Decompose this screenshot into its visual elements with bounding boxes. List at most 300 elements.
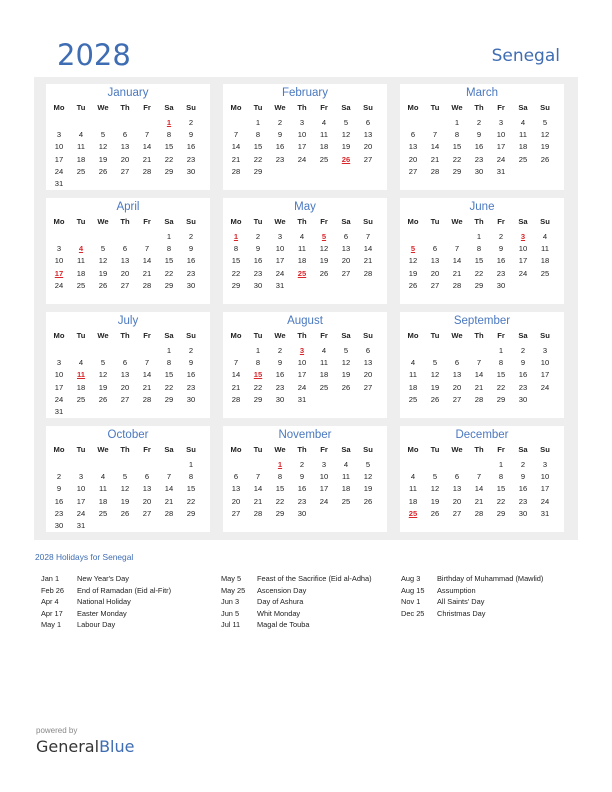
day-cell: 17 bbox=[319, 484, 329, 494]
weekday-label: Fr bbox=[320, 331, 328, 340]
weekday-label: We bbox=[451, 217, 463, 226]
day-cell: 19 bbox=[430, 496, 440, 506]
day-cell: 15 bbox=[474, 256, 484, 266]
weekday-header bbox=[46, 331, 210, 344]
day-cell: 9 bbox=[520, 358, 526, 368]
day-cell: 7 bbox=[144, 244, 150, 254]
day-cell: 1 bbox=[255, 118, 261, 127]
day-cell: 6 bbox=[122, 244, 128, 254]
day-cell: 1 bbox=[476, 232, 482, 241]
day-cell: 22 bbox=[496, 496, 506, 506]
day-cell: 2 bbox=[299, 460, 305, 469]
holiday-name: New Year's Day bbox=[77, 574, 129, 583]
day-cell: 12 bbox=[408, 256, 418, 266]
weekday-header bbox=[400, 217, 564, 230]
months-grid bbox=[34, 77, 578, 540]
day-cell: 18 bbox=[76, 382, 86, 392]
weekday-label: Fr bbox=[320, 103, 328, 112]
day-cell: 5 bbox=[365, 460, 371, 469]
month-may bbox=[223, 198, 387, 304]
month-august bbox=[223, 312, 387, 418]
day-cell: 1 bbox=[498, 460, 504, 469]
day-cell: 11 bbox=[342, 472, 350, 482]
day-cell: 24 bbox=[54, 394, 64, 404]
day-cell: 4 bbox=[100, 472, 106, 482]
day-cell: 15 bbox=[452, 142, 462, 152]
weekday-label: Sa bbox=[518, 217, 528, 226]
day-cell: 9 bbox=[277, 358, 283, 368]
country-name: Senegal bbox=[491, 46, 560, 66]
day-cell: 16 bbox=[186, 370, 196, 380]
weekday-label: Su bbox=[540, 217, 550, 226]
day-cell: 9 bbox=[520, 472, 526, 482]
holiday-name: Christmas Day bbox=[437, 608, 486, 618]
day-cell: 12 bbox=[98, 142, 108, 152]
weekday-label: Tu bbox=[430, 217, 440, 226]
weekday-label: Mo bbox=[407, 103, 419, 112]
weekday-label: Sa bbox=[341, 103, 351, 112]
day-cell: 19 bbox=[341, 370, 351, 380]
day-cell: 20 bbox=[120, 268, 130, 278]
weekday-label: Fr bbox=[143, 331, 151, 340]
weekday-label: Su bbox=[363, 217, 373, 226]
day-cell: 1 bbox=[166, 346, 172, 355]
day-cell: 5 bbox=[100, 244, 106, 254]
day-cell: 31 bbox=[540, 508, 550, 518]
day-cell: 28 bbox=[430, 166, 440, 176]
day-cell: 17 bbox=[540, 484, 550, 494]
day-cell: 31 bbox=[54, 407, 64, 416]
day-cell: 16 bbox=[54, 496, 64, 506]
month-title: February bbox=[281, 87, 329, 99]
weekday-label: Fr bbox=[320, 445, 328, 454]
day-cell: 31 bbox=[297, 394, 307, 404]
day-cell: 22 bbox=[474, 268, 484, 278]
day-cell: 6 bbox=[454, 472, 460, 482]
month-january bbox=[46, 84, 210, 190]
holiday-date: Aug 15 bbox=[401, 585, 425, 595]
weekday-header bbox=[46, 217, 210, 230]
day-cell: 24 bbox=[275, 268, 285, 278]
weekday-label: Mo bbox=[407, 445, 419, 454]
day-cell: 12 bbox=[98, 370, 108, 380]
day-cell: 5 bbox=[432, 358, 438, 368]
holiday-day-cell: 1 bbox=[166, 118, 172, 127]
day-cell: 9 bbox=[188, 358, 194, 368]
day-cell: 29 bbox=[496, 394, 506, 404]
weekday-label: Th bbox=[120, 445, 130, 454]
day-cell: 17 bbox=[540, 370, 550, 380]
day-cell: 7 bbox=[233, 358, 239, 368]
weekday-header bbox=[223, 331, 387, 344]
day-cell: 25 bbox=[341, 496, 351, 506]
weekday-header bbox=[46, 103, 210, 116]
day-cell: 24 bbox=[540, 496, 550, 506]
day-cell: 11 bbox=[519, 130, 527, 140]
day-cell: 31 bbox=[76, 521, 86, 530]
day-cell: 11 bbox=[77, 256, 85, 266]
holiday-name: Birthday of Muhammad (Mawlid) bbox=[437, 574, 544, 583]
weekday-label: Tu bbox=[253, 217, 263, 226]
weekday-label: We bbox=[451, 331, 463, 340]
day-cell: 20 bbox=[120, 382, 130, 392]
weekday-label: Tu bbox=[253, 331, 263, 340]
day-cell: 23 bbox=[253, 268, 263, 278]
weekday-label: Th bbox=[297, 445, 307, 454]
day-cell: 30 bbox=[518, 508, 528, 518]
weekday-header bbox=[223, 217, 387, 230]
day-cell: 5 bbox=[542, 118, 548, 127]
day-cell: 20 bbox=[452, 496, 462, 506]
day-cell: 6 bbox=[454, 358, 460, 368]
day-cell: 30 bbox=[186, 166, 196, 176]
weekday-label: We bbox=[274, 331, 286, 340]
day-cell: 22 bbox=[231, 268, 241, 278]
weekday-header bbox=[223, 445, 387, 458]
day-cell: 9 bbox=[277, 130, 283, 140]
month-march bbox=[400, 84, 564, 190]
day-cell: 7 bbox=[432, 130, 438, 140]
day-cell: 17 bbox=[54, 382, 64, 392]
day-cell: 18 bbox=[408, 382, 418, 392]
day-cell: 29 bbox=[231, 280, 241, 290]
holiday-day-cell: 5 bbox=[321, 232, 327, 241]
day-cell: 15 bbox=[496, 484, 506, 494]
holiday-date: May 1 bbox=[41, 620, 62, 629]
weekday-label: We bbox=[274, 103, 286, 112]
day-cell: 6 bbox=[343, 232, 349, 241]
day-cell: 16 bbox=[496, 256, 506, 266]
day-cell: 29 bbox=[496, 508, 506, 518]
day-cell: 8 bbox=[454, 130, 460, 140]
day-cell: 10 bbox=[275, 244, 285, 254]
day-cell: 18 bbox=[98, 496, 108, 506]
day-cell: 11 bbox=[298, 244, 306, 254]
holiday-name: Day of Ashura bbox=[257, 597, 304, 606]
day-cell: 3 bbox=[299, 118, 305, 127]
day-cell: 16 bbox=[297, 484, 307, 494]
holiday-date: Aug 3 bbox=[401, 574, 421, 583]
day-cell: 17 bbox=[297, 370, 307, 380]
day-cell: 1 bbox=[188, 460, 194, 469]
month-october bbox=[46, 426, 210, 532]
day-cell: 9 bbox=[255, 244, 261, 254]
day-cell: 18 bbox=[540, 256, 550, 266]
day-cell: 14 bbox=[363, 244, 373, 254]
day-cell: 30 bbox=[186, 394, 196, 404]
holidays-list-title: 2028 Holidays for Senegal bbox=[35, 552, 134, 562]
day-cell: 26 bbox=[430, 394, 440, 404]
day-cell: 1 bbox=[454, 118, 460, 127]
weekday-label: Mo bbox=[230, 217, 242, 226]
day-cell: 7 bbox=[365, 232, 371, 241]
day-cell: 27 bbox=[363, 382, 373, 392]
day-cell: 30 bbox=[297, 508, 307, 518]
weekday-label: Th bbox=[297, 103, 307, 112]
weekday-label: Fr bbox=[497, 445, 505, 454]
day-cell: 3 bbox=[498, 118, 504, 127]
month-title: January bbox=[107, 87, 149, 99]
day-cell: 24 bbox=[518, 268, 528, 278]
day-cell: 11 bbox=[320, 130, 328, 140]
day-cell: 2 bbox=[520, 346, 526, 355]
holiday-name: Ascension Day bbox=[257, 585, 307, 595]
weekday-label: Tu bbox=[430, 445, 440, 454]
day-cell: 25 bbox=[76, 394, 86, 404]
holiday-date: Jul 11 bbox=[221, 620, 241, 629]
day-cell: 22 bbox=[275, 496, 285, 506]
weekday-label: Mo bbox=[230, 103, 242, 112]
month-title: July bbox=[117, 315, 139, 327]
day-cell: 27 bbox=[341, 268, 351, 278]
day-cell: 21 bbox=[474, 382, 484, 392]
day-cell: 27 bbox=[120, 166, 130, 176]
day-cell: 25 bbox=[76, 166, 86, 176]
day-cell: 21 bbox=[164, 496, 174, 506]
day-cell: 3 bbox=[321, 460, 327, 469]
day-cell: 29 bbox=[164, 394, 174, 404]
weekday-label: Sa bbox=[164, 445, 174, 454]
day-cell: 2 bbox=[476, 118, 482, 127]
day-cell: 16 bbox=[518, 370, 528, 380]
month-june bbox=[400, 198, 564, 304]
holiday-date: Jun 5 bbox=[221, 608, 240, 618]
weekday-label: We bbox=[97, 217, 109, 226]
holiday-day-cell: 3 bbox=[520, 232, 526, 241]
day-cell: 25 bbox=[408, 394, 418, 404]
day-cell: 6 bbox=[432, 244, 438, 254]
holiday-name: End of Ramadan (Eid al-Fitr) bbox=[77, 585, 172, 595]
day-cell: 13 bbox=[120, 256, 130, 266]
day-cell: 15 bbox=[496, 370, 506, 380]
month-title: November bbox=[278, 429, 332, 441]
weekday-label: Sa bbox=[518, 445, 528, 454]
day-cell: 26 bbox=[98, 280, 108, 290]
day-cell: 12 bbox=[540, 130, 550, 140]
weekday-label: Sa bbox=[164, 103, 174, 112]
holiday-day-cell: 11 bbox=[76, 370, 86, 380]
day-cell: 24 bbox=[319, 496, 329, 506]
day-cell: 6 bbox=[365, 118, 371, 127]
weekday-label: Fr bbox=[143, 445, 151, 454]
day-cell: 13 bbox=[341, 244, 351, 254]
day-cell: 2 bbox=[520, 460, 526, 469]
day-cell: 2 bbox=[188, 232, 194, 241]
brand-part-general: General bbox=[36, 737, 100, 756]
holiday-day-cell: 1 bbox=[277, 460, 283, 469]
day-cell: 18 bbox=[319, 370, 329, 380]
weekday-label: Su bbox=[363, 331, 373, 340]
day-cell: 10 bbox=[76, 484, 86, 494]
weekday-label: Su bbox=[186, 103, 196, 112]
holiday-day-cell: 1 bbox=[233, 232, 239, 241]
weekday-label: Th bbox=[120, 331, 130, 340]
day-cell: 27 bbox=[452, 508, 462, 518]
day-cell: 10 bbox=[297, 130, 307, 140]
holiday-date: Apr 17 bbox=[41, 608, 63, 618]
day-cell: 5 bbox=[100, 358, 106, 368]
day-cell: 2 bbox=[498, 232, 504, 241]
weekday-label: Sa bbox=[518, 103, 528, 112]
day-cell: 13 bbox=[120, 370, 130, 380]
month-title: August bbox=[287, 315, 323, 327]
day-cell: 23 bbox=[518, 496, 528, 506]
month-november bbox=[223, 426, 387, 532]
day-cell: 30 bbox=[253, 280, 263, 290]
day-cell: 13 bbox=[231, 484, 241, 494]
day-cell: 23 bbox=[186, 268, 196, 278]
day-cell: 14 bbox=[142, 370, 152, 380]
weekday-label: Th bbox=[297, 331, 307, 340]
day-cell: 14 bbox=[452, 256, 462, 266]
day-cell: 21 bbox=[363, 256, 373, 266]
day-cell: 26 bbox=[341, 382, 351, 392]
weekday-label: Th bbox=[120, 103, 130, 112]
day-cell: 28 bbox=[142, 394, 152, 404]
day-cell: 9 bbox=[476, 130, 482, 140]
day-cell: 15 bbox=[164, 370, 174, 380]
weekday-header bbox=[400, 103, 564, 116]
day-cell: 14 bbox=[231, 142, 241, 152]
day-cell: 19 bbox=[98, 268, 108, 278]
holiday-name: Whit Monday bbox=[257, 608, 301, 618]
day-cell: 26 bbox=[319, 268, 329, 278]
holiday-date: Dec 25 bbox=[401, 608, 425, 618]
day-cell: 16 bbox=[186, 256, 196, 266]
day-cell: 29 bbox=[474, 280, 484, 290]
day-cell: 15 bbox=[186, 484, 196, 494]
day-cell: 20 bbox=[408, 154, 418, 164]
holiday-name: Feast of the Sacrifice (Eid al-Adha) bbox=[257, 574, 372, 583]
day-cell: 7 bbox=[476, 358, 482, 368]
day-cell: 11 bbox=[77, 142, 85, 152]
day-cell: 19 bbox=[120, 496, 130, 506]
day-cell: 9 bbox=[188, 130, 194, 140]
weekday-label: Fr bbox=[497, 103, 505, 112]
day-cell: 15 bbox=[164, 142, 174, 152]
day-cell: 17 bbox=[297, 142, 307, 152]
day-cell: 16 bbox=[518, 484, 528, 494]
weekday-label: Su bbox=[186, 217, 196, 226]
day-cell: 8 bbox=[255, 130, 261, 140]
day-cell: 19 bbox=[98, 382, 108, 392]
day-cell: 3 bbox=[56, 244, 62, 254]
day-cell: 18 bbox=[518, 142, 528, 152]
day-cell: 13 bbox=[430, 256, 440, 266]
month-july bbox=[46, 312, 210, 418]
day-cell: 6 bbox=[365, 346, 371, 355]
day-cell: 12 bbox=[341, 358, 351, 368]
weekday-label: Sa bbox=[341, 331, 351, 340]
day-cell: 12 bbox=[341, 130, 351, 140]
day-cell: 26 bbox=[98, 394, 108, 404]
month-title: March bbox=[466, 87, 498, 99]
day-cell: 8 bbox=[166, 244, 172, 254]
day-cell: 14 bbox=[164, 484, 174, 494]
day-cell: 11 bbox=[409, 484, 417, 494]
day-cell: 24 bbox=[540, 382, 550, 392]
brand-part-blue: Blue bbox=[99, 737, 135, 756]
day-cell: 18 bbox=[319, 142, 329, 152]
day-cell: 22 bbox=[253, 154, 263, 164]
day-cell: 29 bbox=[186, 508, 196, 518]
weekday-label: Fr bbox=[143, 217, 151, 226]
weekday-label: Su bbox=[540, 103, 550, 112]
day-cell: 13 bbox=[142, 484, 152, 494]
day-cell: 14 bbox=[430, 142, 440, 152]
day-cell: 31 bbox=[496, 166, 506, 176]
day-cell: 14 bbox=[474, 370, 484, 380]
weekday-label: Sa bbox=[164, 217, 174, 226]
day-cell: 24 bbox=[54, 280, 64, 290]
day-cell: 19 bbox=[341, 142, 351, 152]
weekday-label: Tu bbox=[253, 445, 263, 454]
weekday-label: Tu bbox=[430, 103, 440, 112]
day-cell: 14 bbox=[474, 484, 484, 494]
day-cell: 1 bbox=[255, 346, 261, 355]
holiday-date: Apr 4 bbox=[41, 597, 59, 606]
day-cell: 2 bbox=[277, 118, 283, 127]
weekday-label: Fr bbox=[320, 217, 328, 226]
day-cell: 21 bbox=[142, 382, 152, 392]
weekday-label: Su bbox=[540, 331, 550, 340]
holiday-name: National Holiday bbox=[77, 597, 131, 606]
day-cell: 15 bbox=[253, 142, 263, 152]
day-cell: 14 bbox=[253, 484, 263, 494]
holiday-date: Feb 26 bbox=[41, 585, 65, 595]
day-cell: 19 bbox=[98, 154, 108, 164]
day-cell: 22 bbox=[253, 382, 263, 392]
day-cell: 11 bbox=[541, 244, 549, 254]
day-cell: 4 bbox=[542, 232, 548, 241]
day-cell: 10 bbox=[496, 130, 506, 140]
weekday-label: Mo bbox=[230, 445, 242, 454]
day-cell: 25 bbox=[540, 268, 550, 278]
month-title: April bbox=[116, 201, 140, 213]
day-cell: 4 bbox=[321, 346, 327, 355]
holiday-date: Jun 3 bbox=[221, 597, 240, 606]
day-cell: 26 bbox=[98, 166, 108, 176]
day-cell: 22 bbox=[164, 154, 174, 164]
day-cell: 4 bbox=[299, 232, 305, 241]
day-cell: 21 bbox=[142, 268, 152, 278]
day-cell: 2 bbox=[188, 346, 194, 355]
day-cell: 19 bbox=[319, 256, 329, 266]
day-cell: 28 bbox=[164, 508, 174, 518]
day-cell: 17 bbox=[275, 256, 285, 266]
day-cell: 11 bbox=[409, 370, 417, 380]
day-cell: 25 bbox=[98, 508, 108, 518]
day-cell: 26 bbox=[363, 496, 373, 506]
day-cell: 4 bbox=[410, 472, 416, 482]
day-cell: 30 bbox=[54, 521, 64, 530]
holiday-day-cell: 25 bbox=[297, 268, 307, 278]
day-cell: 16 bbox=[474, 142, 484, 152]
day-cell: 10 bbox=[54, 256, 64, 266]
day-cell: 22 bbox=[164, 268, 174, 278]
day-cell: 8 bbox=[277, 472, 283, 482]
calendar-year-title: 2028 bbox=[57, 38, 131, 72]
generalblue-logo[interactable] bbox=[36, 737, 134, 756]
day-cell: 5 bbox=[122, 472, 128, 482]
month-title: September bbox=[453, 315, 511, 327]
day-cell: 28 bbox=[474, 508, 484, 518]
weekday-label: Sa bbox=[518, 331, 528, 340]
day-cell: 28 bbox=[474, 394, 484, 404]
day-cell: 29 bbox=[253, 394, 263, 404]
day-cell: 21 bbox=[474, 496, 484, 506]
day-cell: 30 bbox=[518, 394, 528, 404]
